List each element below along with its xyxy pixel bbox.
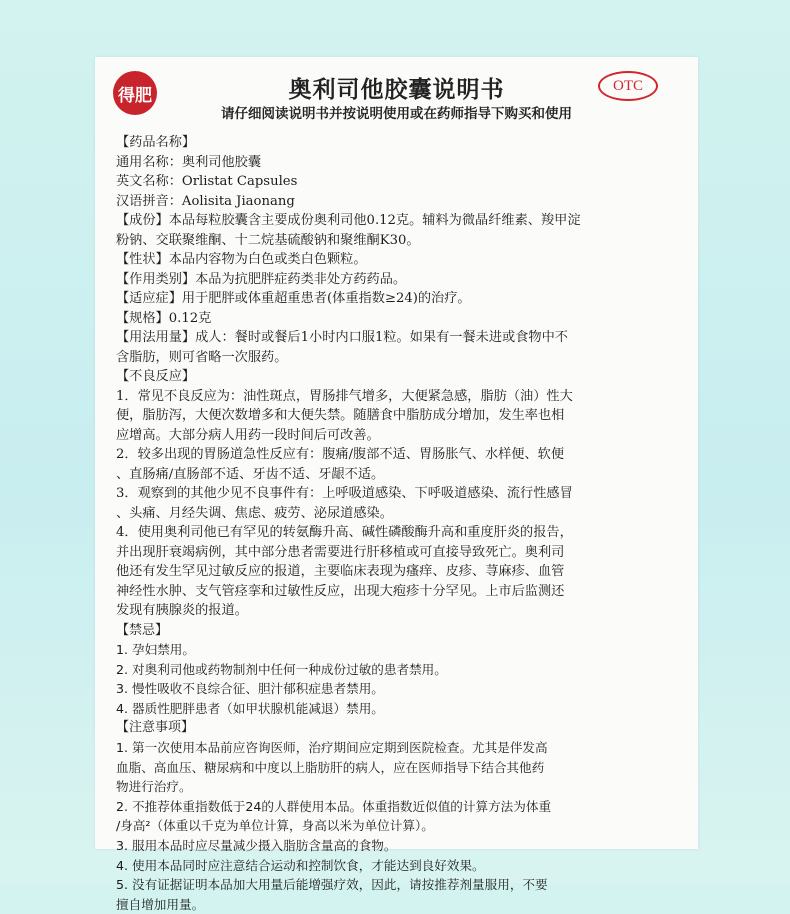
text-line: 【禁忌】	[116, 621, 676, 641]
text-line: /身高²（体重以千克为单位计算，身高以米为单位计算）。	[116, 816, 676, 836]
text-line: 3. 慢性吸收不良综合征、胆汁郁积症患者禁用。	[116, 679, 676, 699]
page-subtitle: 请仔细阅读说明书并按说明使用或在药师指导下购买和使用	[95, 102, 698, 122]
text-line: 物进行治疗。	[116, 777, 676, 797]
text-line: 粉钠、交联聚维酮、十二烷基硫酸钠和聚维酮K30。	[116, 231, 676, 251]
text-line: 、直肠痛/直肠部不适、牙齿不适、牙龈不适。	[116, 465, 676, 485]
text-line: 2. 不推荐体重指数低于24的人群使用本品。体重指数近似值的计算方法为体重	[116, 797, 676, 817]
text-line: 【性状】本品内容物为白色或类白色颗粒。	[116, 250, 676, 270]
text-line: 【作用类别】本品为抗肥胖症药类非处方药药品。	[116, 270, 676, 290]
text-line: 【不良反应】	[116, 367, 676, 387]
document-body	[116, 133, 676, 914]
page-title: 奥利司他胶囊说明书	[95, 71, 698, 104]
text-line: 他还有发生罕见过敏反应的报道，主要临床表现为瘙痒、皮疹、荨麻疹、血管	[116, 562, 676, 582]
text-line: 3．观察到的其他少见不良事件有：上呼吸道感染、下呼吸道感染、流行性感冒	[116, 484, 676, 504]
text-line: 含脂肪，则可省略一次服药。	[116, 348, 676, 368]
text-line: 【规格】0.12克	[116, 309, 676, 329]
contraindications-and-precautions	[116, 621, 676, 914]
instruction-sheet	[95, 57, 698, 849]
text-line: 应增高。大部分病人用药一段时间后可改善。	[116, 426, 676, 446]
text-line: 1．常见不良反应为：油性斑点，胃肠排气增多，大便紧急感，脂肪（油）性大	[116, 387, 676, 407]
text-line: 【成份】本品每粒胶囊含主要成份奥利司他0.12克。辅料为微晶纤维素、羧甲淀	[116, 211, 676, 231]
brand-logo: 得肥	[113, 71, 157, 115]
text-line: 2．较多出现的胃肠道急性反应有：腹痛/腹部不适、胃肠胀气、水样便、软便	[116, 445, 676, 465]
text-line: 4．使用奥利司他已有罕见的转氨酶升高、碱性磷酸酶升高和重度肝炎的报告，	[116, 523, 676, 543]
text-line: 【适应症】用于肥胖或体重超重患者(体重指数≥24)的治疗。	[116, 289, 676, 309]
text-line: 【药品名称】	[116, 133, 676, 153]
text-line: 【用法用量】成人：餐时或餐后1小时内口服1粒。如果有一餐未进或食物中不	[116, 328, 676, 348]
text-line: 便，脂肪泻，大便次数增多和大便失禁。随膳食中脂肪成分增加，发生率也相	[116, 406, 676, 426]
text-line: 并出现肝衰竭病例，其中部分患者需要进行肝移植或可直接导致死亡。奥利司	[116, 543, 676, 563]
text-line: 发现有胰腺炎的报道。	[116, 601, 676, 621]
text-line: 通用名称：奥利司他胶囊	[116, 153, 676, 173]
text-line: 汉语拼音：Aolisita Jiaonang	[116, 192, 676, 212]
text-line: 1. 第一次使用本品前应咨询医师，治疗期间应定期到医院检查。尤其是伴发高	[116, 738, 676, 758]
text-line: 【注意事项】	[116, 718, 676, 738]
text-line: 4. 使用本品同时应注意结合运动和控制饮食，才能达到良好效果。	[116, 856, 676, 876]
text-line: 、头痛、月经失调、焦虑、疲劳、泌尿道感染。	[116, 504, 676, 524]
text-line: 5. 没有证据证明本品加大用量后能增强疗效，因此，请按推荐剂量服用，不要	[116, 875, 676, 895]
otc-badge: OTC	[598, 71, 658, 101]
text-line: 4. 器质性肥胖患者（如甲状腺机能减退）禁用。	[116, 699, 676, 719]
text-line: 血脂、高血压、糖尿病和中度以上脂肪肝的病人，应在医师指导下结合其他药	[116, 758, 676, 778]
text-line: 神经性水肿、支气管痉挛和过敏性反应，出现大疱疹十分罕见。上市后监测还	[116, 582, 676, 602]
text-line: 1. 孕妇禁用。	[116, 640, 676, 660]
text-line: 英文名称：Orlistat Capsules	[116, 172, 676, 192]
text-line: 3. 服用本品时应尽量减少摄入脂肪含量高的食物。	[116, 836, 676, 856]
text-line: 擅自增加用量。	[116, 895, 676, 914]
text-line: 2. 对奥利司他或药物制剂中任何一种成份过敏的患者禁用。	[116, 660, 676, 680]
